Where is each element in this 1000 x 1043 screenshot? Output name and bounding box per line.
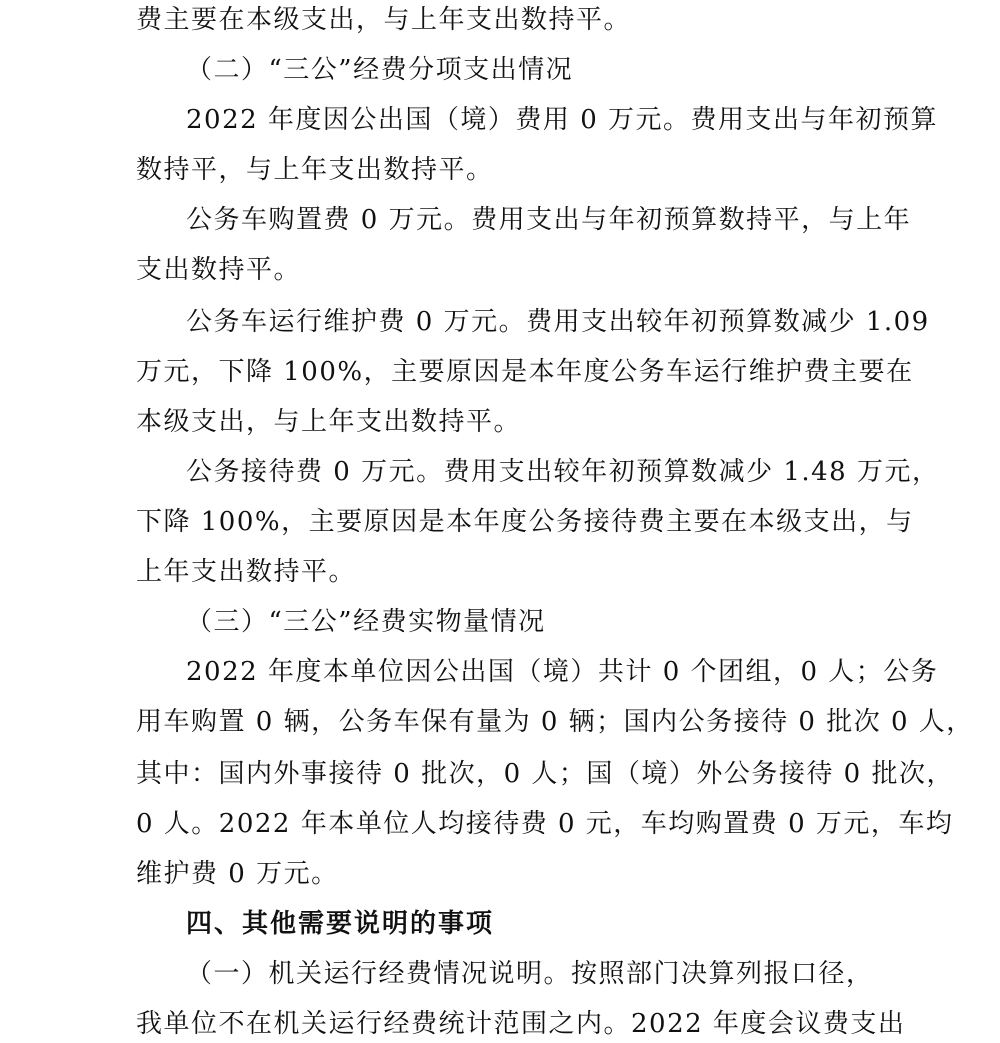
- text-line: 公务车运行维护费 0 万元。费用支出较年初预算数减少 1.09: [186, 307, 930, 337]
- text-line: 数持平，与上年支出数持平。: [136, 155, 494, 185]
- subsection-heading: （二）“三公”经费分项支出情况: [186, 55, 574, 85]
- text-line: 我单位不在机关运行经费统计范围之内。2022 年度会议费支出: [136, 1009, 906, 1039]
- text-line: 2022 年度本单位因公出国（境）共计 0 个团组，0 人；公务: [186, 657, 939, 687]
- text-line: 上年支出数持平。: [136, 557, 357, 587]
- subsection-heading: （三）“三公”经费实物量情况: [186, 607, 546, 637]
- text-line: 支出数持平。: [136, 255, 302, 285]
- section-heading: 四、其他需要说明的事项: [186, 909, 495, 939]
- text-line: 下降 100%，主要原因是本年度公务接待费主要在本级支出，与: [136, 507, 914, 537]
- text-line: 维护费 0 万元。: [136, 859, 339, 889]
- text-line: 公务车购置费 0 万元。费用支出与年初预算数持平，与上年: [186, 205, 912, 235]
- text-line: 用车购置 0 辆，公务车保有量为 0 辆；国内公务接待 0 批次 0 人，: [136, 707, 974, 737]
- text-line: （一）机关运行经费情况说明。按照部门决算列报口径，: [186, 959, 874, 989]
- text-line: 费主要在本级支出，与上年支出数持平。: [136, 5, 632, 35]
- text-line: 2022 年度因公出国（境）费用 0 万元。费用支出与年初预算: [186, 105, 939, 135]
- text-line: 0 人。2022 年本单位人均接待费 0 元，车均购置费 0 万元，车均: [136, 809, 954, 839]
- text-line: 其中：国内外事接待 0 批次，0 人；国（境）外公务接待 0 批次，: [136, 759, 954, 789]
- text-line: 本级支出，与上年支出数持平。: [136, 407, 522, 437]
- text-line: 公务接待费 0 万元。费用支出较年初预算数减少 1.48 万元，: [186, 457, 940, 487]
- text-line: 万元，下降 100%，主要原因是本年度公务车运行维护费主要在: [136, 357, 914, 387]
